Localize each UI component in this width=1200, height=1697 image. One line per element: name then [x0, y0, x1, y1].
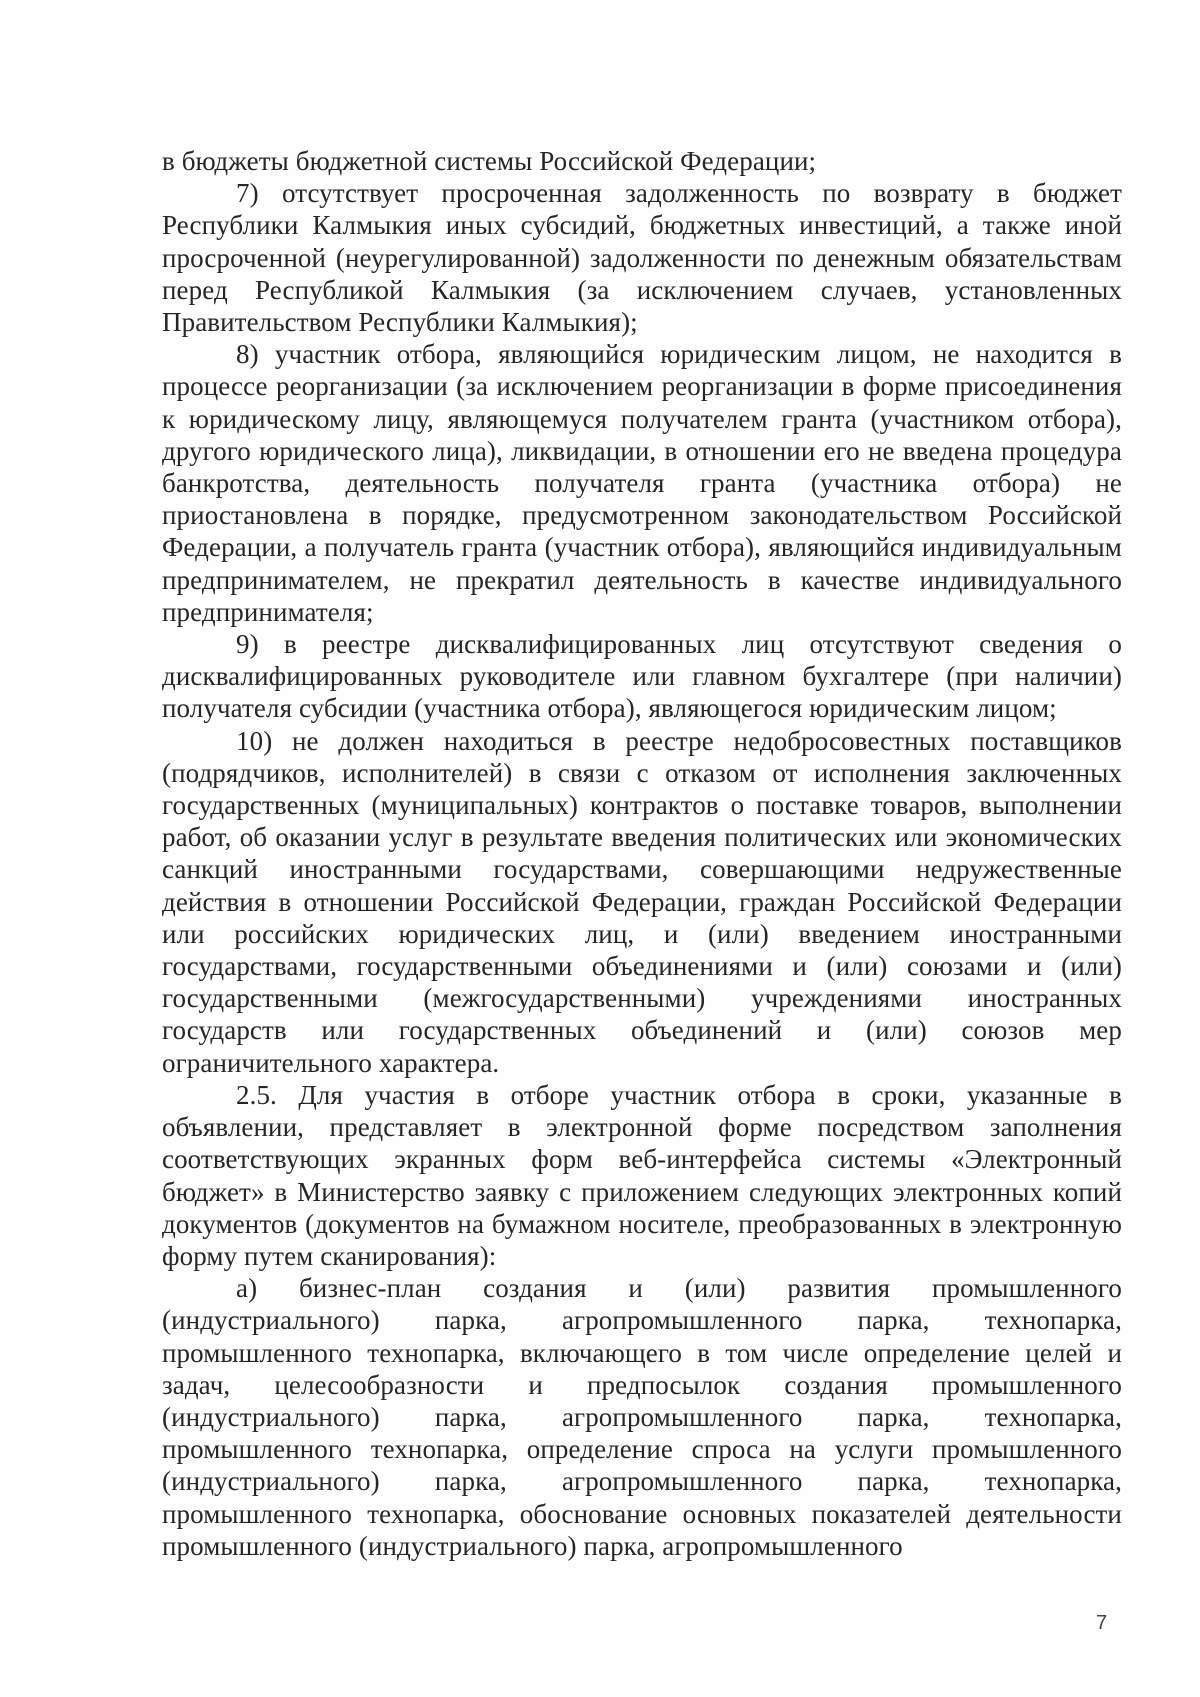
document-body: [162, 145, 1122, 1562]
paragraph-subitem-a: а) бизнес-план создания и (или) развития промышленного (индустриального) парка, агропромышленного парка, технопарка, промышленного технопарка, включающего в том числе определение целей и задач, целесообразности и предпосылок создания промышленного (индустриального) парка, агропромышленного парка, технопарка, промышленного технопарка, определение спроса на услуги промышленного (индустриального) парка, агропромышленного парка, технопарка, промышленного технопарка, обоснование основных показателей деятельности промышленного (индустриального) парка, агропромышленного: [162, 1273, 1122, 1561]
paragraph-item-7: 7) отсутствует просроченная задолженность по возврату в бюджет Республики Калмыкия иных субсидий, бюджетных инвестиций, а также иной просроченной (неурегулированной) задолженности по денежным обязательствам перед Республикой Калмыкия (за исключением случаев, установленных Правительством Республики Калмыкия);: [162, 178, 1122, 338]
paragraph-section-2-5: 2.5. Для участия в отборе участник отбора в сроки, указанные в объявлении, представляет в электронной форме посредством заполнения соответствующих экранных форм веб-интерфейса системы «Электронный бюджет» в Министерство заявку с приложением следующих электронных копий документов (документов на бумажном носителе, преобразованных в электронную форму путем сканирования):: [162, 1079, 1122, 1271]
paragraph-item-10: 10) не должен находиться в реестре недобросовестных поставщиков (подрядчиков, исполнителей) в связи с отказом от исполнения заключенных государственных (муниципальных) контрактов о поставке товаров, выполнении работ, об оказании услуг в результате введения политических или экономических санкций иностранными государствами, совершающими недружественные действия в отношении Российской Федерации, граждан Российской Федерации или российских юридических лиц, и (или) введением иностранными государствами, государственными объединениями и (или) союзами и (или) государственными (межгосударственными) учреждениями иностранных государств или государственных объединений и (или) союзов мер ограничительного характера.: [162, 725, 1122, 1078]
paragraph-item-9: 9) в реестре дисквалифицированных лиц отсутствуют сведения о дисквалифицированных руководителе или главном бухгалтере (при наличии) получателя субсидии (участника отбора), являющегося юридическим лицом;: [162, 629, 1122, 724]
paragraph-item-8: 8) участник отбора, являющийся юридическим лицом, не находится в процессе реорганизации (за исключением реорганизации в форме присоединения к юридическому лицу, являющемуся получателем гранта (участником отбора), другого юридического лица), ликвидации, в отношении его не введена процедура банкротства, деятельность получателя гранта (участника отбора) не приостановлена в порядке, предусмотренном законодательством Российской Федерации, а получатель гранта (участник отбора), являющийся индивидуальным предпринимателем, не прекратил деятельность в качестве индивидуального предпринимателя;: [162, 339, 1122, 627]
paragraph-continuation: в бюджеты бюджетной системы Российской Федерации;: [162, 146, 817, 176]
page-number: 7: [1096, 1612, 1108, 1634]
